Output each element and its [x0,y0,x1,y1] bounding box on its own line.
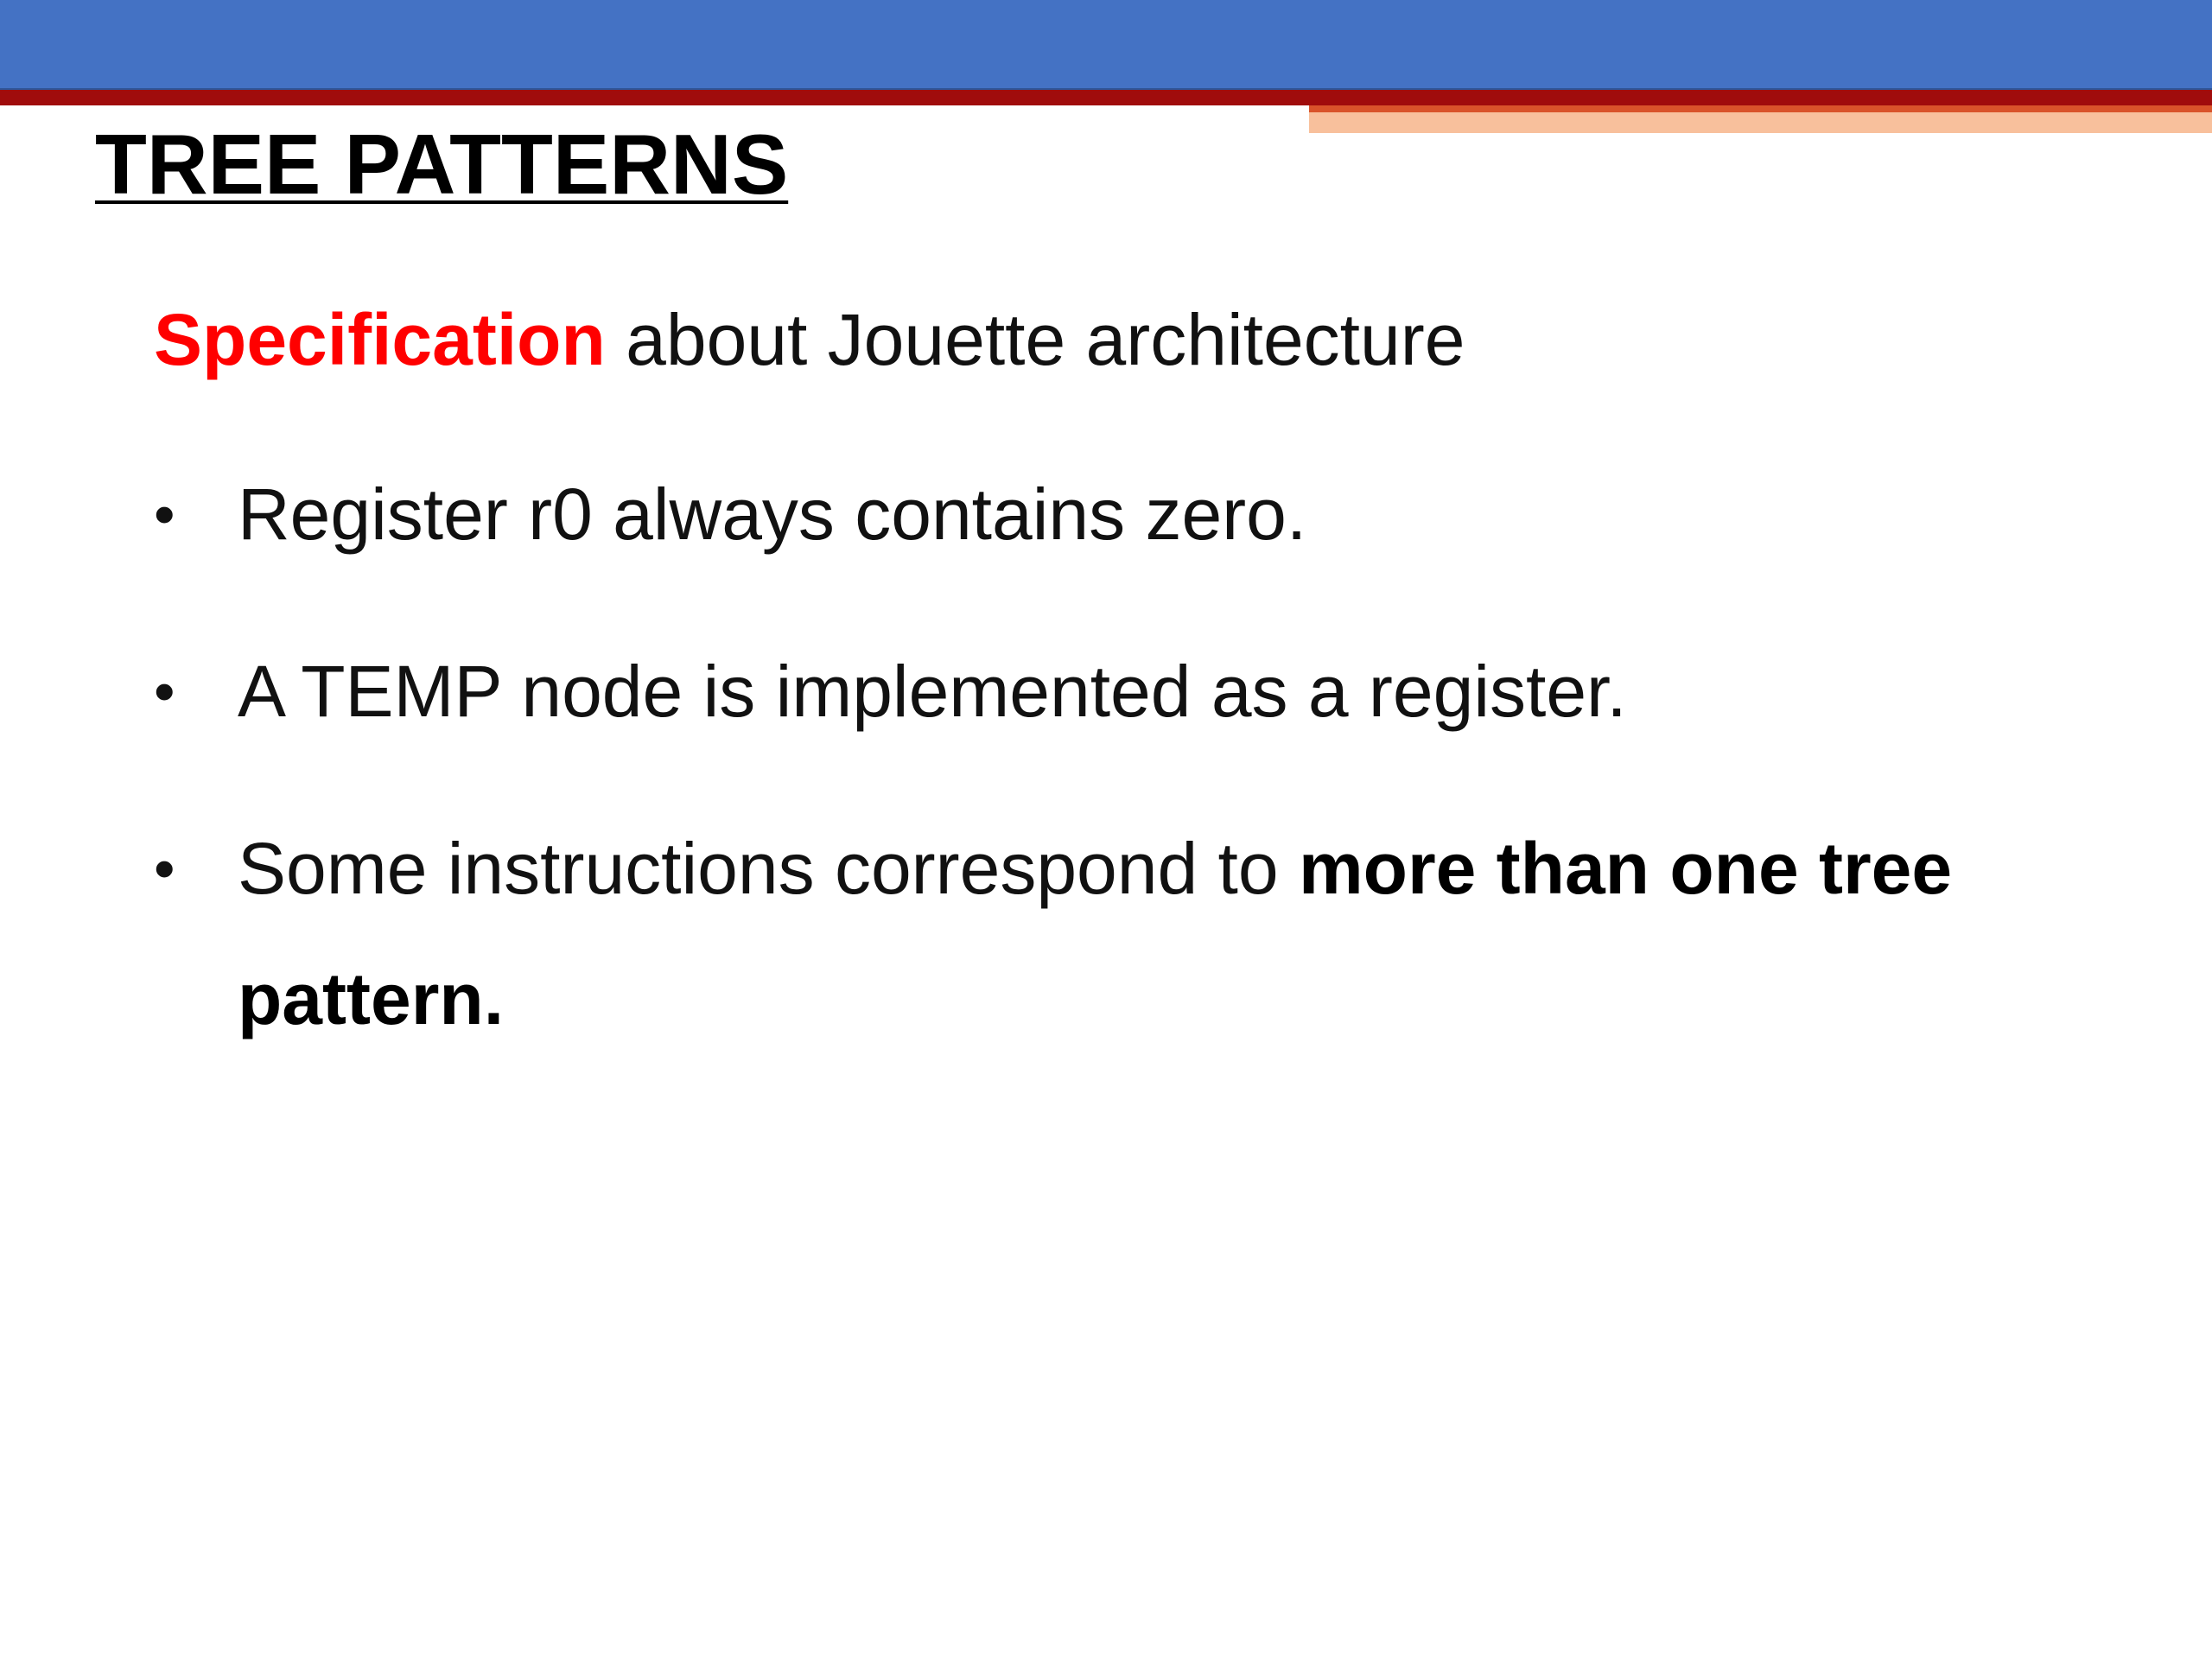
subtitle-rest: about Jouette architecture [605,299,1465,380]
subtitle-highlight: Specification [154,299,606,380]
slide-title: TREE PATTERNS [95,117,789,212]
bullet-text: Some instructions correspond to [238,828,1299,909]
header-red-stripe [0,90,2212,105]
bullet-item [154,804,2098,1065]
bullet-text: Register r0 always contains zero. [238,474,1307,555]
bullet-icon: • [154,658,175,725]
slide-subtitle [154,298,1465,382]
bullet-item [154,626,2098,757]
bullet-text: A TEMP node is implemented as a register. [238,651,1627,732]
bullet-icon: • [154,480,175,548]
bullet-list [154,449,2098,1111]
header-orange-line [1309,105,2212,112]
bullet-item [154,449,2098,580]
header-blue-bar [0,0,2212,90]
bullet-icon: • [154,835,175,902]
bullet-bold-text: more than one tree pattern. [238,828,1953,1039]
header-peach-band [1309,112,2212,133]
